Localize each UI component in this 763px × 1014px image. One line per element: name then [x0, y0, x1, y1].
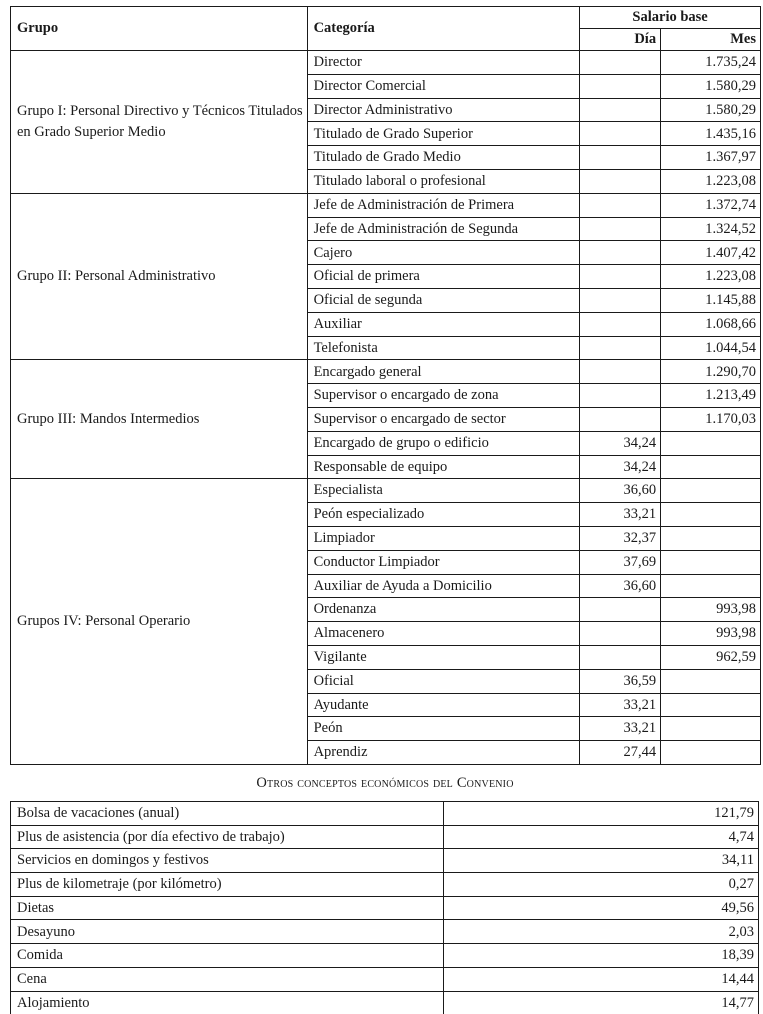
table-row: [11, 896, 759, 920]
section-title: Otros conceptos económicos del Convenio: [256, 775, 514, 791]
concept-value: 49,56: [444, 896, 759, 920]
monthly-salary-cell: 1.324,52: [661, 217, 761, 241]
monthly-salary-cell: 1.372,74: [661, 193, 761, 217]
monthly-salary-cell: 1.735,24: [661, 51, 761, 75]
concept-name: Cena: [11, 967, 444, 991]
daily-salary-cell: 32,37: [580, 526, 661, 550]
group-name: Grupo I: Personal Directivo y Técnicos Titulados en Grado Superior Medio: [11, 51, 308, 194]
monthly-salary-cell: 1.223,08: [661, 169, 761, 193]
category-cell: Encargado de grupo o edificio: [307, 431, 580, 455]
concept-name: Bolsa de vacaciones (anual): [11, 802, 444, 826]
group-name: Grupo III: Mandos Intermedios: [11, 360, 308, 479]
monthly-salary-cell: [661, 741, 761, 765]
monthly-salary-cell: 1.367,97: [661, 146, 761, 170]
concept-name: Servicios en domingos y festivos: [11, 849, 444, 873]
daily-salary-cell: [580, 598, 661, 622]
category-cell: Vigilante: [307, 645, 580, 669]
concept-value: 0,27: [444, 873, 759, 897]
monthly-salary-cell: [661, 526, 761, 550]
monthly-salary-cell: 1.068,66: [661, 312, 761, 336]
category-cell: Director Comercial: [307, 74, 580, 98]
monthly-salary-cell: [661, 503, 761, 527]
daily-salary-cell: 34,24: [580, 431, 661, 455]
concept-value: 121,79: [444, 802, 759, 826]
group-name: Grupo II: Personal Administrativo: [11, 193, 308, 360]
header-grupo: Grupo: [11, 7, 308, 51]
concept-name: Plus de kilometraje (por kilómetro): [11, 873, 444, 897]
category-cell: Oficial: [307, 669, 580, 693]
daily-salary-cell: [580, 288, 661, 312]
other-concepts-body: [11, 802, 759, 1014]
table-row: [11, 920, 759, 944]
daily-salary-cell: [580, 122, 661, 146]
category-cell: Jefe de Administración de Primera: [307, 193, 580, 217]
monthly-salary-cell: 993,98: [661, 622, 761, 646]
table-row: [11, 51, 761, 75]
monthly-salary-cell: 1.044,54: [661, 336, 761, 360]
daily-salary-cell: 37,69: [580, 550, 661, 574]
table-row: [11, 825, 759, 849]
monthly-salary-cell: [661, 550, 761, 574]
monthly-salary-cell: [661, 455, 761, 479]
monthly-salary-cell: 1.580,29: [661, 74, 761, 98]
category-cell: Jefe de Administración de Segunda: [307, 217, 580, 241]
category-cell: Ayudante: [307, 693, 580, 717]
header-salario-base: Salario base: [580, 7, 761, 29]
daily-salary-cell: [580, 217, 661, 241]
daily-salary-cell: 34,24: [580, 455, 661, 479]
other-concepts-table: [10, 801, 759, 1014]
concept-name: Comida: [11, 944, 444, 968]
daily-salary-cell: 33,21: [580, 693, 661, 717]
monthly-salary-cell: [661, 431, 761, 455]
salary-table-body: [11, 51, 761, 765]
monthly-salary-cell: 1.145,88: [661, 288, 761, 312]
monthly-salary-cell: 1.580,29: [661, 98, 761, 122]
monthly-salary-cell: 962,59: [661, 645, 761, 669]
concept-value: 4,74: [444, 825, 759, 849]
concept-value: 34,11: [444, 849, 759, 873]
daily-salary-cell: [580, 360, 661, 384]
daily-salary-cell: [580, 407, 661, 431]
daily-salary-cell: [580, 146, 661, 170]
daily-salary-cell: [580, 241, 661, 265]
monthly-salary-cell: 1.213,49: [661, 384, 761, 408]
monthly-salary-cell: 1.223,08: [661, 265, 761, 289]
concept-value: 18,39: [444, 944, 759, 968]
table-row: [11, 944, 759, 968]
salary-table: [10, 6, 761, 765]
concept-name: Desayuno: [11, 920, 444, 944]
monthly-salary-cell: 1.290,70: [661, 360, 761, 384]
category-cell: Auxiliar: [307, 312, 580, 336]
daily-salary-cell: [580, 622, 661, 646]
daily-salary-cell: [580, 384, 661, 408]
category-cell: Especialista: [307, 479, 580, 503]
table-row: [11, 360, 761, 384]
daily-salary-cell: [580, 193, 661, 217]
table-row: [11, 991, 759, 1014]
table-row: [11, 849, 759, 873]
daily-salary-cell: 36,60: [580, 479, 661, 503]
category-cell: Supervisor o encargado de zona: [307, 384, 580, 408]
table-row: [11, 193, 761, 217]
table-row: [11, 479, 761, 503]
monthly-salary-cell: [661, 693, 761, 717]
header-mes: Mes: [661, 29, 761, 51]
category-cell: Aprendiz: [307, 741, 580, 765]
category-cell: Titulado de Grado Medio: [307, 146, 580, 170]
category-cell: Almacenero: [307, 622, 580, 646]
concept-value: 2,03: [444, 920, 759, 944]
category-cell: Director: [307, 51, 580, 75]
daily-salary-cell: [580, 98, 661, 122]
daily-salary-cell: 33,21: [580, 503, 661, 527]
concept-name: Alojamiento: [11, 991, 444, 1014]
category-cell: Encargado general: [307, 360, 580, 384]
header-dia: Día: [580, 29, 661, 51]
category-cell: Director Administrativo: [307, 98, 580, 122]
monthly-salary-cell: 1.435,16: [661, 122, 761, 146]
daily-salary-cell: [580, 169, 661, 193]
category-cell: Peón especializado: [307, 503, 580, 527]
daily-salary-cell: 33,21: [580, 717, 661, 741]
category-cell: Titulado de Grado Superior: [307, 122, 580, 146]
concept-value: 14,77: [444, 991, 759, 1014]
header-categoria: Categoría: [307, 7, 580, 51]
category-cell: Oficial de segunda: [307, 288, 580, 312]
concept-name: Dietas: [11, 896, 444, 920]
daily-salary-cell: 36,60: [580, 574, 661, 598]
category-cell: Ordenanza: [307, 598, 580, 622]
category-cell: Conductor Limpiador: [307, 550, 580, 574]
daily-salary-cell: [580, 74, 661, 98]
category-cell: Cajero: [307, 241, 580, 265]
group-name: Grupos IV: Personal Operario: [11, 479, 308, 765]
category-cell: Telefonista: [307, 336, 580, 360]
daily-salary-cell: 27,44: [580, 741, 661, 765]
table-row: [11, 802, 759, 826]
monthly-salary-cell: 1.407,42: [661, 241, 761, 265]
category-cell: Titulado laboral o profesional: [307, 169, 580, 193]
daily-salary-cell: 36,59: [580, 669, 661, 693]
category-cell: Responsable de equipo: [307, 455, 580, 479]
monthly-salary-cell: [661, 479, 761, 503]
monthly-salary-cell: [661, 669, 761, 693]
daily-salary-cell: [580, 312, 661, 336]
table-row: [11, 873, 759, 897]
monthly-salary-cell: [661, 717, 761, 741]
category-cell: Limpiador: [307, 526, 580, 550]
table-row: [11, 967, 759, 991]
concept-value: 14,44: [444, 967, 759, 991]
category-cell: Auxiliar de Ayuda a Domicilio: [307, 574, 580, 598]
category-cell: Supervisor o encargado de sector: [307, 407, 580, 431]
monthly-salary-cell: 1.170,03: [661, 407, 761, 431]
monthly-salary-cell: [661, 574, 761, 598]
monthly-salary-cell: 993,98: [661, 598, 761, 622]
concept-name: Plus de asistencia (por día efectivo de trabajo): [11, 825, 444, 849]
daily-salary-cell: [580, 51, 661, 75]
daily-salary-cell: [580, 645, 661, 669]
daily-salary-cell: [580, 265, 661, 289]
category-cell: Peón: [307, 717, 580, 741]
daily-salary-cell: [580, 336, 661, 360]
category-cell: Oficial de primera: [307, 265, 580, 289]
